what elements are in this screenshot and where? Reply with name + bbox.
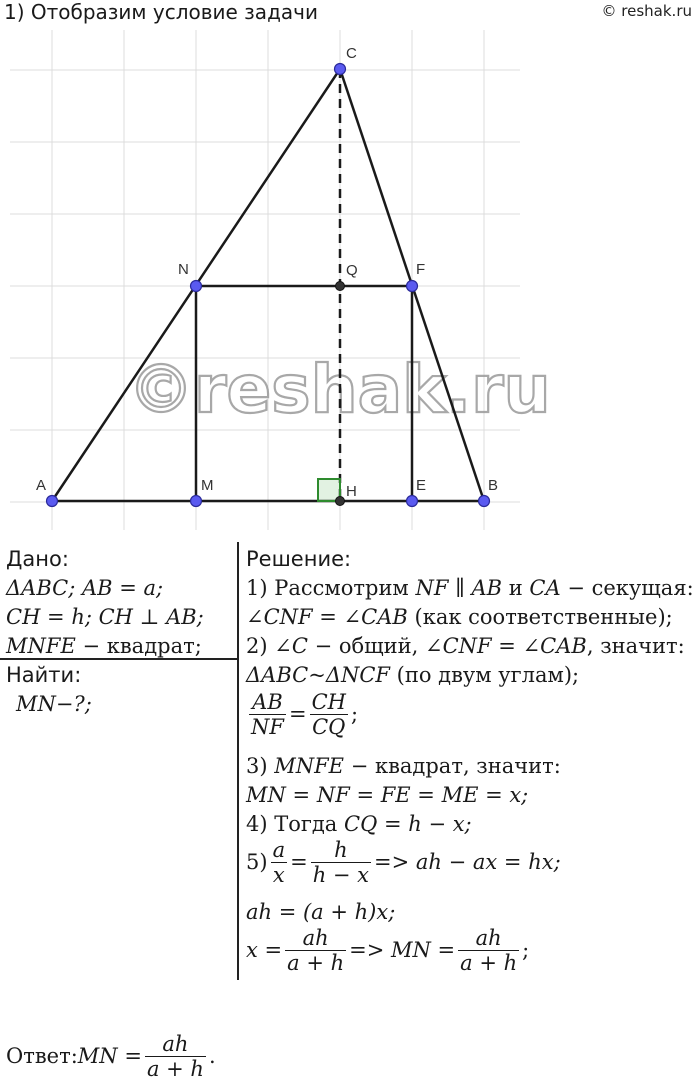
s2a-pre: 2) [246,634,275,658]
solution-step-1b [246,604,673,631]
source-credit: © reshak.ru [601,2,692,20]
point-b [479,496,490,507]
find-line-1: MN−?; [16,692,92,716]
solution-step-3a [246,753,561,780]
given-title: Дано: [6,547,69,571]
solution-step-3b: MN = NF = FE = ME = x; [246,783,529,807]
fraction-a-x [271,838,288,887]
point-a [47,496,58,507]
answer-label: Ответ: [6,1044,78,1068]
s2b-math: ΔABC~ΔNCF [246,663,390,687]
answer-fraction [145,1032,206,1081]
answer-math: MN = [77,1044,142,1068]
s7-pre: x = [246,938,283,962]
label-a: A [36,477,47,494]
given-line-1: ΔABC; AB = a; [6,576,164,600]
point-c [335,64,346,75]
s7-f2-den: a + h [460,951,518,975]
s7-f1-den: a + h [287,951,345,975]
solution-step-4 [246,811,472,838]
s5-post: => ah − ax = hx; [374,850,561,874]
given-line-3-math: MNFE [6,634,76,658]
s1a-math2: CA [529,576,561,600]
given-line-3 [6,633,202,660]
point-f [407,281,418,292]
fraction-ah-aph-2 [458,926,519,975]
s1a-post: − секущая: [560,576,694,600]
fraction-ab-nf [249,690,286,739]
s5-eq: = [290,850,308,874]
label-f: F [416,261,426,278]
label-q: Q [346,262,358,279]
solution-step-2b [246,662,579,689]
given-line-3-text: − квадрат; [75,634,202,658]
answer-num: ah [145,1032,206,1057]
solution-step-1a [246,575,694,602]
s5-fb-den: h − x [312,863,370,887]
answer-den: a + h [146,1057,204,1081]
s1b-text: (как соответственные); [407,605,673,629]
answer-post: . [208,1044,216,1068]
solution-step-7 [246,926,529,975]
s5-fb-num: h [311,838,371,863]
s2a-math: ∠C [274,634,308,658]
label-h: H [346,483,357,500]
s1b-math: ∠CNF = ∠CAB [246,605,408,629]
s5-pre: 5) [246,850,268,874]
find-title: Найти: [6,663,82,687]
frac2-num: CH [311,690,346,714]
fraction-h-hx [311,838,371,887]
watermark: ©reshak.ru [128,351,551,428]
label-m: M [201,477,214,494]
s1a-mid: и [502,576,530,600]
s3a-math: MNFE [274,754,345,778]
label-n: N [178,261,189,278]
fraction-ch-cq [310,690,348,739]
point-q [336,282,345,291]
answer [6,1032,216,1081]
geometry-figure [0,0,700,540]
frac2-den: CQ [312,715,346,739]
point-h [336,497,345,506]
fraction-ah-aph-1 [285,926,346,975]
page-title: 1) Отобразим условие задачи [4,0,318,24]
solution-proportion [246,690,358,739]
s2b-text: (по двум углам); [390,663,580,687]
s3a-post: − квадрат, значит: [344,754,561,778]
s1a-pre: 1) Рассмотрим [246,576,416,600]
s5-fa-num: a [272,838,286,862]
frac1-den: NF [251,715,284,739]
solution-step-2a [246,633,685,660]
grid [10,30,520,530]
s4-pre: 4) Тогда [246,812,345,836]
s7-post: ; [522,938,530,962]
s5-fa-den: x [272,863,285,887]
s2a-post: , значит: [586,634,685,658]
s3a-pre: 3) [246,754,275,778]
s1a-math1: NF ∥ AB [415,576,503,600]
solution-step-6: ah = (a + h)x; [246,900,396,924]
label-c: C [346,45,357,62]
label-e: E [416,477,427,494]
s2a-math2: ∠CNF = ∠CAB [425,634,587,658]
s7-f1-num: ah [285,926,346,951]
given-line-2: CH = h; CH ⊥ AB; [6,605,204,629]
vertical-divider [237,542,239,980]
point-e [407,496,418,507]
solution-step-5 [246,838,561,887]
label-b: B [488,477,499,494]
s7-f2-num: ah [458,926,519,951]
point-n [191,281,202,292]
s2a-mid: − общий, [307,634,426,658]
frac1-num: AB [249,690,286,715]
s7-mid: => MN = [349,938,456,962]
point-m [191,496,202,507]
proportion-semicolon: ; [350,702,359,726]
proportion-eq: = [288,702,307,726]
s4-math: CQ = h − x; [344,812,472,836]
solution-title: Решение: [246,547,352,571]
